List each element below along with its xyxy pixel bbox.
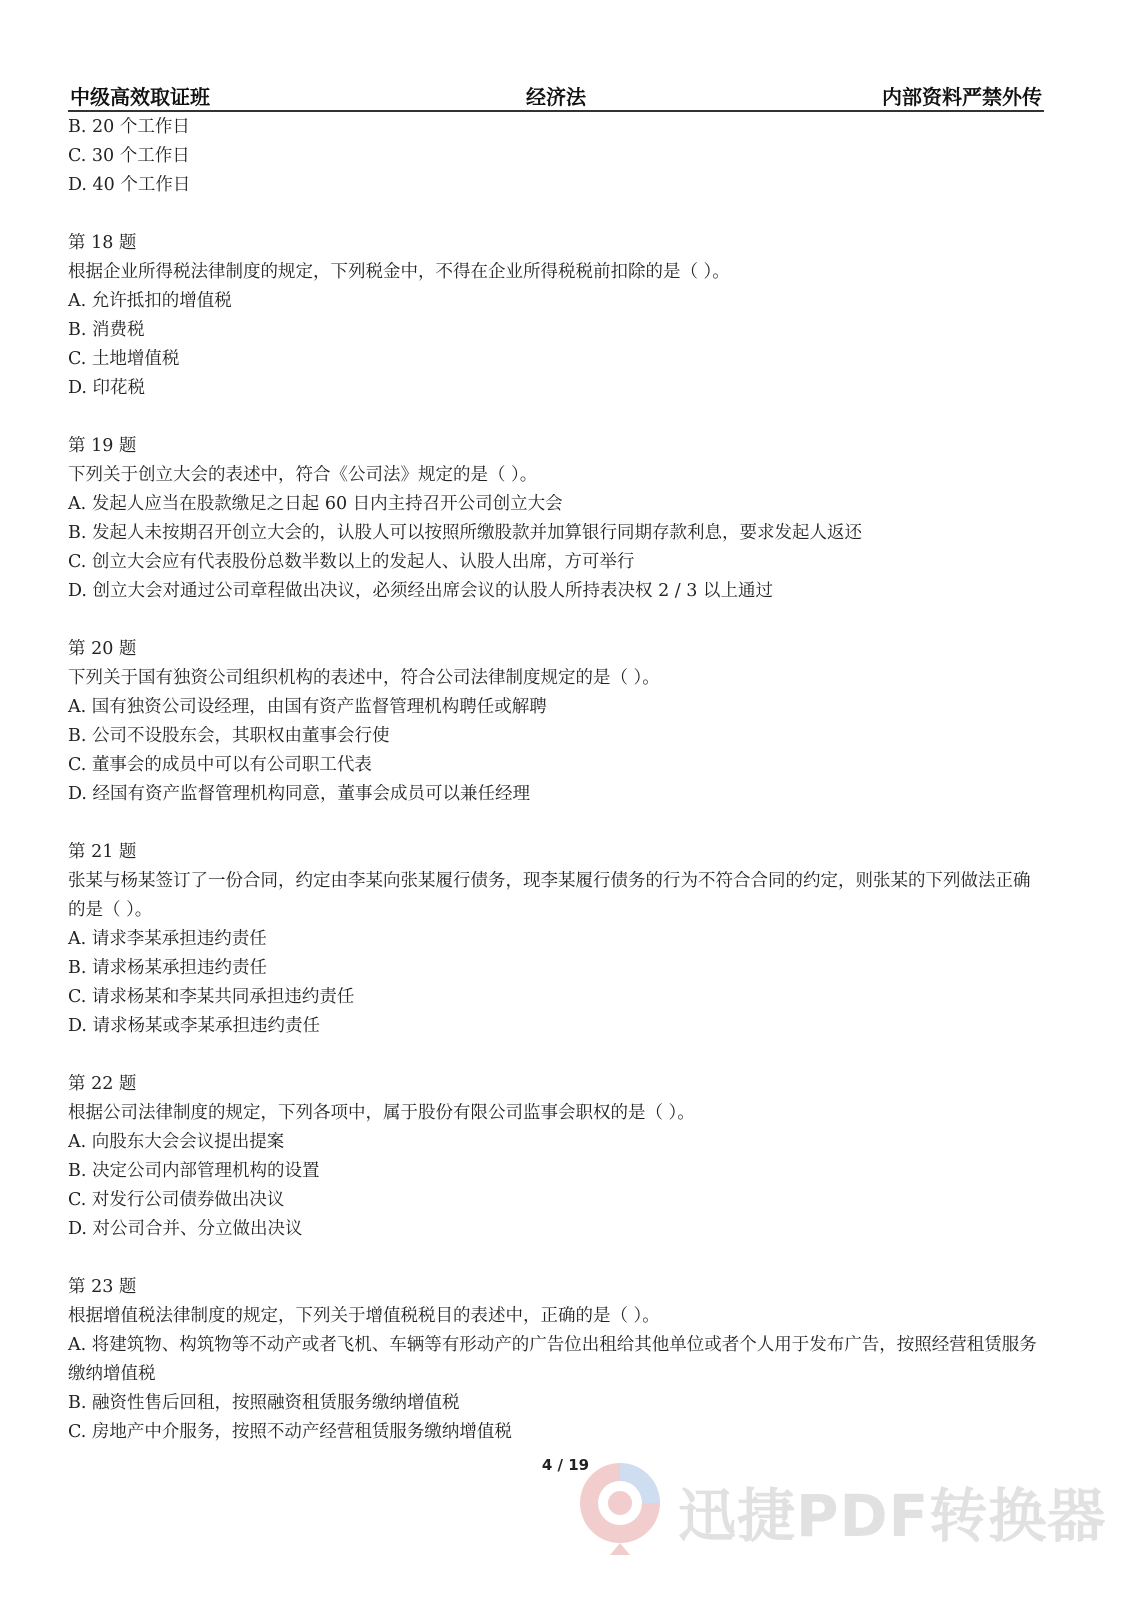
- option-b: B. 消费税: [68, 320, 145, 340]
- option-c: C. 对发行公司债券做出决议: [68, 1190, 285, 1210]
- question-title: 第 21 题: [68, 842, 137, 862]
- question-title: 第 19 题: [68, 436, 137, 456]
- document-body: [68, 113, 1044, 1447]
- question-title: 第 20 题: [68, 639, 137, 659]
- header-subject: 经济法: [526, 85, 586, 109]
- question-stem: 下列关于国有独资公司组织机构的表述中，符合公司法律制度规定的是（ ）。: [68, 668, 660, 688]
- question-title: 第 18 题: [68, 233, 137, 253]
- option-d: D. 印花税: [68, 378, 146, 398]
- watermark: [570, 1455, 1107, 1565]
- option-c: C. 30 个工作日: [68, 146, 190, 166]
- previous-question-options: [68, 113, 1044, 200]
- option-d: D. 请求杨某或李某承担违约责任: [68, 1016, 321, 1036]
- page-header: [68, 78, 1044, 112]
- option-b: B. 决定公司内部管理机构的设置: [68, 1161, 320, 1181]
- option-c: C. 请求杨某和李某共同承担违约责任: [68, 987, 355, 1007]
- question-stem: 根据企业所得税法律制度的规定，下列税金中，不得在企业所得税税前扣除的是（ ）。: [68, 262, 730, 282]
- option-a: A. 国有独资公司设经理，由国有资产监督管理机构聘任或解聘: [68, 697, 547, 717]
- header-notice: 内部资料严禁外传: [882, 85, 1042, 109]
- option-d: D. 对公司合并、分立做出决议: [68, 1219, 303, 1239]
- option-c: C. 土地增值税: [68, 349, 180, 369]
- option-b: B. 公司不设股东会，其职权由董事会行使: [68, 726, 390, 746]
- option-c: C. 创立大会应有代表股份总数半数以上的发起人、认股人出席，方可举行: [68, 552, 635, 572]
- question-stem: 下列关于创立大会的表述中，符合《公司法》规定的是（ ）。: [68, 465, 538, 485]
- question-stem: 根据增值税法律制度的规定，下列关于增值税税目的表述中，正确的是（ ）。: [68, 1306, 660, 1326]
- question-20: [68, 635, 1044, 809]
- question-18: [68, 229, 1044, 403]
- question-22: [68, 1070, 1044, 1244]
- option-d: D. 40 个工作日: [68, 175, 191, 195]
- header-course-title: 中级高效取证班: [70, 85, 210, 109]
- option-a: A. 请求李某承担违约责任: [68, 929, 267, 949]
- option-b: B. 融资性售后回租，按照融资租赁服务缴纳增值税: [68, 1393, 460, 1413]
- option-b: B. 请求杨某承担违约责任: [68, 958, 267, 978]
- pdf-converter-logo-icon: [570, 1455, 670, 1555]
- page-number: 4 / 19: [541, 1456, 590, 1474]
- question-title: 第 22 题: [68, 1074, 137, 1094]
- option-b: B. 发起人未按期召开创立大会的，认股人可以按照所缴股款并加算银行同期存款利息，要求发起人返还: [68, 523, 862, 543]
- question-stem: 张某与杨某签订了一份合同，约定由李某向张某履行债务，现李某履行债务的行为不符合合同的约定，则张某的下列做法正确的是（ ）。: [68, 871, 1031, 920]
- question-23: [68, 1273, 1044, 1447]
- question-stem: 根据公司法律制度的规定，下列各项中，属于股份有限公司监事会职权的是（ ）。: [68, 1103, 695, 1123]
- watermark-text: 迅捷PDF转换器: [678, 1482, 1107, 1550]
- option-a: A. 发起人应当在股款缴足之日起 60 日内主持召开公司创立大会: [68, 494, 563, 514]
- question-19: [68, 432, 1044, 606]
- option-a: A. 允许抵扣的增值税: [68, 291, 232, 311]
- option-c: C. 董事会的成员中可以有公司职工代表: [68, 755, 372, 775]
- option-a: A. 向股东大会会议提出提案: [68, 1132, 285, 1152]
- option-d: D. 经国有资产监督管理机构同意，董事会成员可以兼任经理: [68, 784, 531, 804]
- option-a: A. 将建筑物、构筑物等不动产或者飞机、车辆等有形动产的广告位出租给其他单位或者个人用于发布广告，按照经营租赁服务缴纳增值税: [68, 1335, 1037, 1384]
- option-c: C. 房地产中介服务，按照不动产经营租赁服务缴纳增值税: [68, 1422, 512, 1442]
- question-title: 第 23 题: [68, 1277, 137, 1297]
- option-d: D. 创立大会对通过公司章程做出决议，必须经出席会议的认股人所持表决权 2 / 3 以上通过: [68, 581, 773, 601]
- option-b: B. 20 个工作日: [68, 117, 190, 137]
- question-21: [68, 838, 1044, 1041]
